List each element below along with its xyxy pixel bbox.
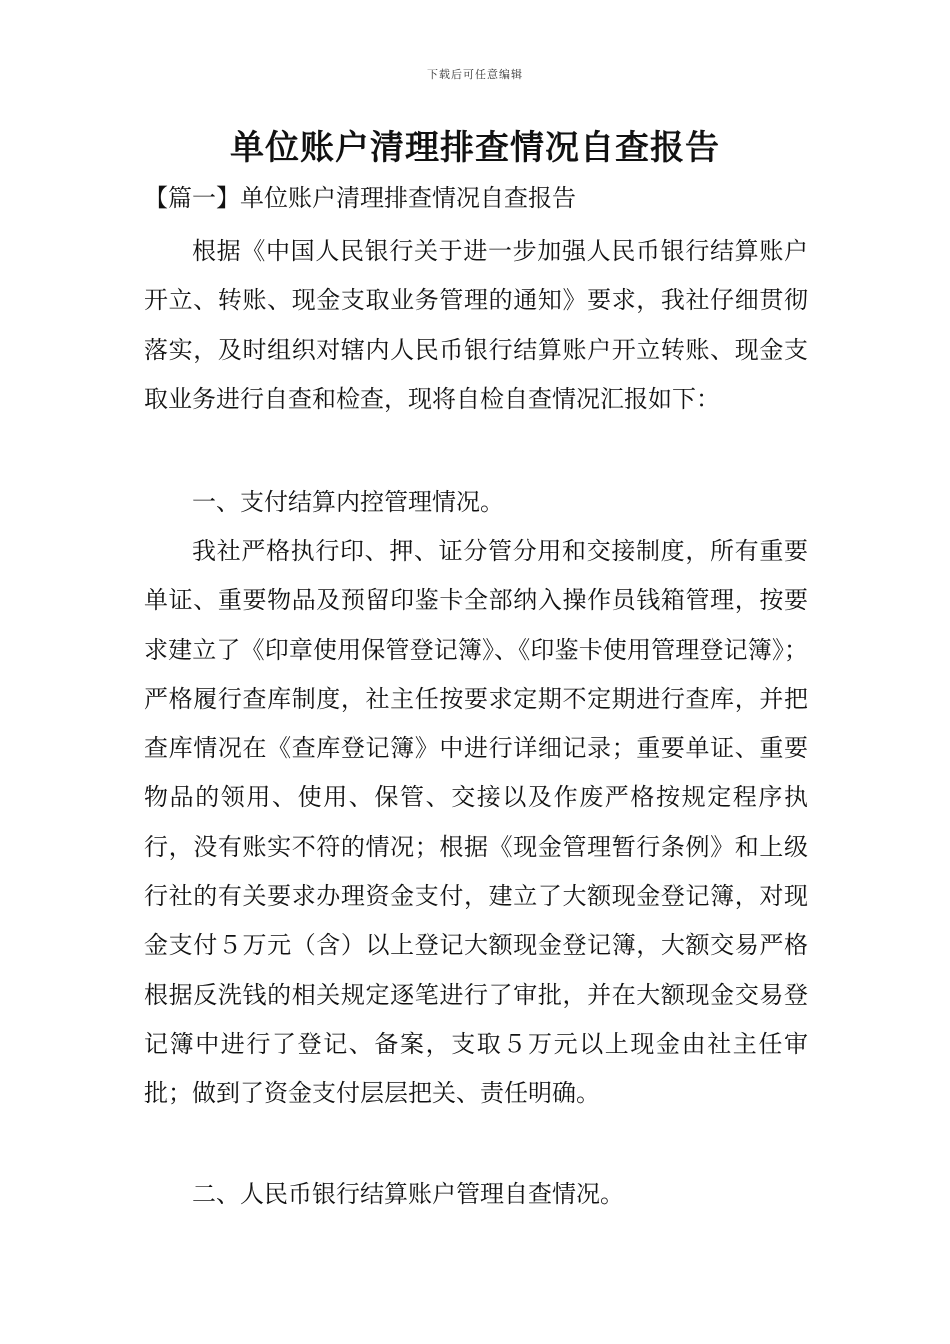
document-title: 单位账户清理排查情况自查报告 (230, 128, 720, 168)
section-heading-block-1 (144, 478, 808, 527)
header-note: 下载后可任意编辑 (427, 68, 523, 81)
document-subtitle: 【篇一】单位账户清理排查情况自查报告 (144, 184, 576, 212)
paragraph-block-1 (144, 227, 808, 424)
paragraph-intro: 根据《中国人民银行关于进一步加强人民币银行结算账户开立、转账、现金支取业务管理的通知》要求，我社仔细贯彻落实，及时组织对辖内人民币银行结算账户开立转账、现金支取业务进行自查和检查，现将自检自查情况汇报如下： (144, 237, 808, 413)
section-heading-1: 一、支付结算内控管理情况。 (192, 488, 504, 516)
paragraph-internal-control: 我社严格执行印、押、证分管分用和交接制度，所有重要单证、重要物品及预留印鉴卡全部纳入操作员钱箱管理，按要求建立了《印章使用保管登记簿》、《印鉴卡使用管理登记簿》；严格履行查库制度，社主任按要求定期不定期进行查库，并把查库情况在《查库登记簿》中进行详细记录；重要单证、重要物品的领用、使用、保管、交接以及作废严格按规定程序执行，没有账实不符的情况；根据《现金管理暂行条例》和上级行社的有关要求办理资金支付，建立了大额现金登记簿，对现金支付５万元（含）以上登记大额现金登记簿，大额交易严格根据反洗钱的相关规定逐笔进行了审批，并在大额现金交易登记簿中进行了登记、备案，支取５万元以上现金由社主任审批；做到了资金支付层层把关、责任明确。 (144, 537, 808, 1108)
section-heading-block-2 (144, 1170, 808, 1219)
section-heading-2: 二、人民币银行结算账户管理自查情况。 (192, 1180, 624, 1208)
paragraph-block-2 (144, 527, 808, 1119)
